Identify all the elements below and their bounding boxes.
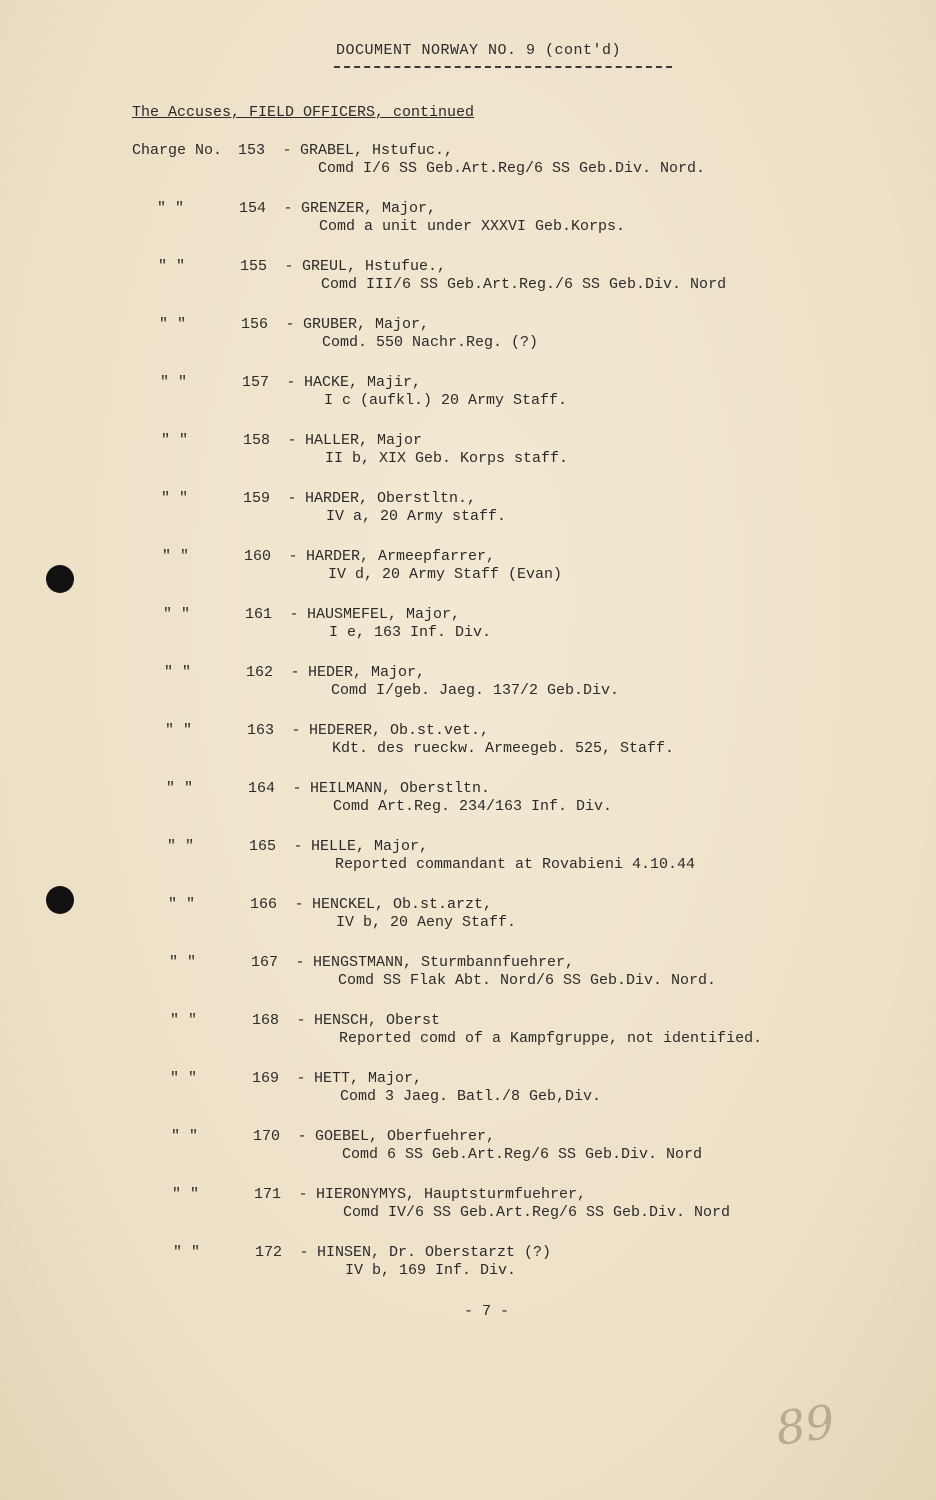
ditto-marks: " " — [159, 316, 187, 333]
officer-unit: I e, 163 Inf. Div. — [329, 624, 492, 641]
charge-entry — [132, 1128, 832, 1186]
officer-name: HALLER, Major — [305, 432, 423, 449]
charge-line — [171, 1128, 495, 1145]
charge-entry — [132, 200, 832, 258]
charge-number: 159 — [243, 490, 271, 507]
ditto-marks: " " — [168, 896, 196, 913]
ditto-marks: " " — [165, 722, 193, 739]
charge-number: 155 — [240, 258, 268, 275]
punch-hole — [46, 886, 74, 914]
officer-unit: II b, XIX Geb. Korps staff. — [325, 450, 569, 467]
officer-unit: IV d, 20 Army Staff (Evan) — [328, 566, 563, 583]
officer-unit: IV a, 20 Army staff. — [326, 508, 507, 525]
officer-name: HIERONYMYS, Hauptsturmfuehrer, — [316, 1186, 587, 1203]
officer-unit: Comd. 550 Nachr.Reg. (?) — [322, 334, 539, 351]
officer-unit: Kdt. des rueckw. Armeegeb. 525, Staff. — [332, 740, 675, 757]
charge-line — [165, 722, 489, 739]
charge-line — [172, 1186, 586, 1203]
charge-entry — [132, 664, 832, 722]
charge-number: 158 — [243, 432, 271, 449]
officer-name: HEILMANN, Oberstltn. — [310, 780, 491, 797]
ditto-marks: " " — [170, 1070, 198, 1087]
dash-separator: - — [292, 780, 302, 797]
dash-separator: - — [282, 142, 292, 159]
charge-line — [168, 896, 492, 913]
charge-number: 154 — [239, 200, 267, 217]
charge-number: 167 — [251, 954, 279, 971]
ditto-marks: " " — [158, 258, 186, 275]
officer-name: HENSCH, Oberst — [314, 1012, 441, 1029]
charge-number: 164 — [248, 780, 276, 797]
officer-unit: Comd Art.Reg. 234/163 Inf. Div. — [333, 798, 613, 815]
charge-entry — [132, 142, 832, 200]
charge-entry — [132, 1186, 832, 1244]
charge-entry — [132, 490, 832, 548]
officer-name: HAUSMEFEL, Major, — [307, 606, 461, 623]
charge-line — [167, 838, 428, 855]
dash-separator: - — [285, 316, 295, 333]
ditto-marks: " " — [157, 200, 185, 217]
page-number: - 7 - — [464, 1303, 510, 1320]
ditto-marks: " " — [163, 606, 191, 623]
charge-line — [157, 200, 436, 217]
officer-name: HEDER, Major, — [308, 664, 426, 681]
dash-separator: - — [290, 664, 300, 681]
dash-separator: - — [283, 200, 293, 217]
ditto-marks: " " — [162, 548, 190, 565]
dash-separator: - — [287, 432, 297, 449]
charge-entry — [132, 606, 832, 664]
dash-separator: - — [289, 606, 299, 623]
ditto-marks: " " — [166, 780, 194, 797]
charge-line — [170, 1070, 422, 1087]
charge-number: 166 — [250, 896, 278, 913]
charge-number: 163 — [247, 722, 275, 739]
charge-line — [169, 954, 574, 971]
charge-number: 160 — [244, 548, 272, 565]
officer-unit: I c (aufkl.) 20 Army Staff. — [324, 392, 568, 409]
dash-separator: - — [284, 258, 294, 275]
ditto-marks: " " — [169, 954, 197, 971]
charge-number: 162 — [246, 664, 274, 681]
charge-line — [159, 316, 429, 333]
officer-name: HARDER, Armeepfarrer, — [306, 548, 496, 565]
officer-unit: Comd 6 SS Geb.Art.Reg/6 SS Geb.Div. Nord — [342, 1146, 703, 1163]
ditto-marks: " " — [172, 1186, 200, 1203]
officer-unit: Comd III/6 SS Geb.Art.Reg./6 SS Geb.Div. Nord — [321, 276, 727, 293]
officer-name: GOEBEL, Oberfuehrer, — [315, 1128, 496, 1145]
officer-name: HENCKEL, Ob.st.arzt, — [312, 896, 493, 913]
dash-separator: - — [298, 1186, 308, 1203]
charge-number: 172 — [255, 1244, 283, 1261]
officer-unit: Comd a unit under XXXVI Geb.Korps. — [319, 218, 626, 235]
dash-separator: - — [296, 1012, 306, 1029]
officer-unit: Comd I/6 SS Geb.Art.Reg/6 SS Geb.Div. Nord. — [318, 160, 706, 177]
officer-unit: Reported commandant at Rovabieni 4.10.44 — [335, 856, 696, 873]
charge-line — [160, 374, 421, 391]
charge-number: 165 — [249, 838, 277, 855]
charge-line — [161, 432, 422, 449]
dash-separator: - — [286, 374, 296, 391]
charge-number: 156 — [241, 316, 269, 333]
officer-name: GRENZER, Major, — [301, 200, 437, 217]
officer-name: HARDER, Oberstltn., — [305, 490, 477, 507]
officer-unit: IV b, 169 Inf. Div. — [345, 1262, 517, 1279]
dash-separator: - — [288, 548, 298, 565]
charge-entry — [132, 954, 832, 1012]
officer-unit: Comd SS Flak Abt. Nord/6 SS Geb.Div. Nord. — [338, 972, 717, 989]
charge-number: 169 — [252, 1070, 280, 1087]
dash-separator: - — [287, 490, 297, 507]
charge-entry — [132, 896, 832, 954]
charge-line — [162, 548, 495, 565]
charge-label: Charge No. — [132, 142, 223, 159]
ditto-marks: " " — [167, 838, 195, 855]
charge-line — [158, 258, 446, 275]
charge-entry — [132, 780, 832, 838]
ditto-marks: " " — [170, 1012, 198, 1029]
officer-name: HEDERER, Ob.st.vet., — [309, 722, 490, 739]
title-underline — [334, 66, 672, 68]
officer-name: GRUBER, Major, — [303, 316, 430, 333]
charge-entry — [132, 1070, 832, 1128]
ditto-marks: " " — [164, 664, 192, 681]
ditto-marks: " " — [160, 374, 188, 391]
charge-entry — [132, 432, 832, 490]
punch-hole — [46, 565, 74, 593]
charge-number: 157 — [242, 374, 270, 391]
ditto-marks: " " — [161, 490, 189, 507]
officer-name: GRABEL, Hstufuc., — [300, 142, 454, 159]
charge-line — [170, 1012, 440, 1029]
ditto-marks: " " — [161, 432, 189, 449]
ditto-marks: " " — [171, 1128, 199, 1145]
charge-line — [164, 664, 425, 681]
charge-number: 170 — [253, 1128, 281, 1145]
charge-line — [173, 1244, 551, 1261]
dash-separator: - — [294, 896, 304, 913]
charge-line — [132, 142, 453, 159]
charge-entry — [132, 374, 832, 432]
officer-unit: Comd IV/6 SS Geb.Art.Reg/6 SS Geb.Div. Nord — [343, 1204, 731, 1221]
officer-name: HACKE, Majir, — [304, 374, 422, 391]
officer-unit: IV b, 20 Aeny Staff. — [336, 914, 517, 931]
charge-entry — [132, 838, 832, 896]
charge-list — [132, 142, 832, 1302]
officer-name: HETT, Major, — [314, 1070, 423, 1087]
charge-number: 168 — [252, 1012, 280, 1029]
charge-entry — [132, 1244, 832, 1302]
dash-separator: - — [296, 1070, 306, 1087]
charge-number: 161 — [245, 606, 273, 623]
charge-entry — [132, 1012, 832, 1070]
charge-entry — [132, 548, 832, 606]
officer-name: GREUL, Hstufue., — [302, 258, 447, 275]
charge-entry — [132, 722, 832, 780]
charge-line — [161, 490, 476, 507]
dash-separator: - — [297, 1128, 307, 1145]
charge-entry — [132, 316, 832, 374]
charge-entry — [132, 258, 832, 316]
charge-number: 171 — [254, 1186, 282, 1203]
dash-separator: - — [291, 722, 301, 739]
officer-unit: Comd I/geb. Jaeg. 137/2 Geb.Div. — [331, 682, 620, 699]
handwritten-page-mark: 89 — [772, 1394, 839, 1456]
dash-separator: - — [295, 954, 305, 971]
officer-unit: Comd 3 Jaeg. Batl./8 Geb,Div. — [340, 1088, 602, 1105]
dash-separator: - — [299, 1244, 309, 1261]
officer-name: HENGSTMANN, Sturmbannfuehrer, — [313, 954, 575, 971]
dash-separator: - — [293, 838, 303, 855]
charge-line — [166, 780, 490, 797]
officer-unit: Reported comd of a Kampfgruppe, not identified. — [339, 1030, 763, 1047]
charge-number: 153 — [238, 142, 266, 159]
officer-name: HINSEN, Dr. Oberstarzt (?) — [317, 1244, 552, 1261]
section-title: The Accuses, FIELD OFFICERS, continued — [132, 104, 475, 121]
document-title: DOCUMENT NORWAY NO. 9 (cont'd) — [336, 42, 622, 59]
charge-line — [163, 606, 460, 623]
officer-name: HELLE, Major, — [311, 838, 429, 855]
ditto-marks: " " — [173, 1244, 201, 1261]
